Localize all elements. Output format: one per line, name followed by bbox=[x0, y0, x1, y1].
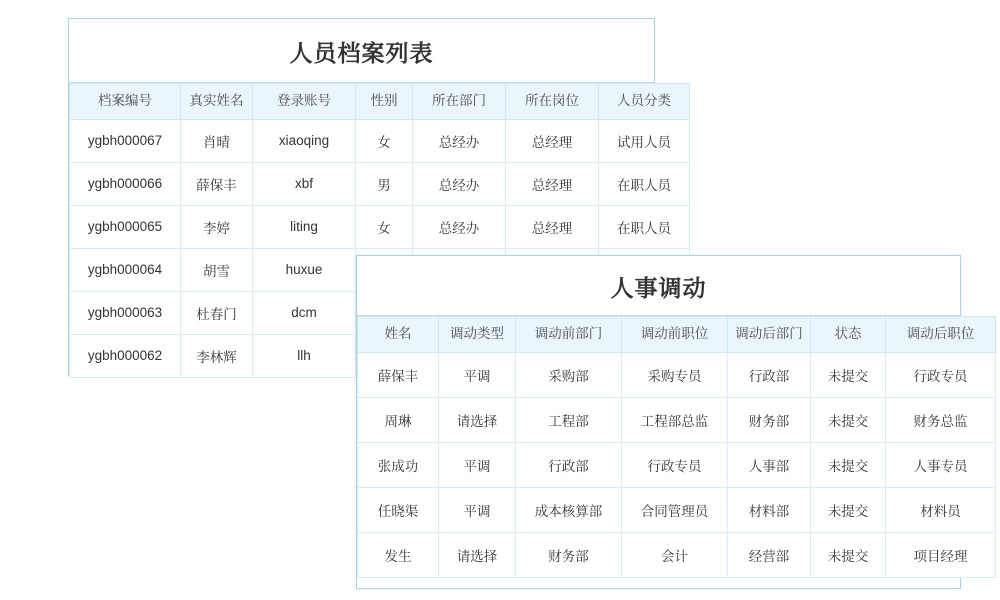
archive-cell-position: 总经理 bbox=[506, 205, 599, 248]
archive-cell-category: 在职人员 bbox=[599, 162, 690, 205]
transfer-cell-from-department: 采购部 bbox=[516, 352, 622, 397]
table-row[interactable] bbox=[70, 205, 690, 248]
transfer-cell-to-position: 行政专员 bbox=[886, 352, 996, 397]
archive-cell-code: ygbh000066 bbox=[70, 162, 181, 205]
transfer-table bbox=[357, 316, 996, 578]
table-row[interactable] bbox=[358, 442, 996, 487]
archive-cell-account: liting bbox=[253, 205, 356, 248]
transfer-cell-type: 请选择 bbox=[439, 397, 516, 442]
transfer-cell-to-position: 财务总监 bbox=[886, 397, 996, 442]
archive-cell-position: 总经理 bbox=[506, 162, 599, 205]
transfer-cell-from-department: 工程部 bbox=[516, 397, 622, 442]
table-row[interactable] bbox=[358, 397, 996, 442]
archive-cell-department: 总经办 bbox=[413, 119, 506, 162]
archive-cell-account: dcm bbox=[253, 291, 356, 334]
archive-cell-department: 总经办 bbox=[413, 162, 506, 205]
archive-col-category: 人员分类 bbox=[599, 84, 690, 120]
archive-cell-realname[interactable]: 李林辉 bbox=[181, 334, 253, 377]
personnel-transfer-panel bbox=[356, 255, 975, 589]
transfer-cell-from-position: 行政专员 bbox=[622, 442, 728, 487]
transfer-cell-status: 未提交 bbox=[811, 487, 886, 532]
table-row[interactable] bbox=[358, 352, 996, 397]
archive-cell-code: ygbh000065 bbox=[70, 205, 181, 248]
transfer-cell-name[interactable]: 发生 bbox=[358, 532, 439, 577]
transfer-cell-type: 平调 bbox=[439, 442, 516, 487]
transfer-cell-to-department: 材料部 bbox=[728, 487, 811, 532]
transfer-cell-name[interactable]: 张成功 bbox=[358, 442, 439, 487]
transfer-cell-status: 未提交 bbox=[811, 397, 886, 442]
archive-cell-department: 总经办 bbox=[413, 205, 506, 248]
archive-cell-code: ygbh000062 bbox=[70, 334, 181, 377]
transfer-cell-from-department: 财务部 bbox=[516, 532, 622, 577]
transfer-cell-name[interactable]: 任晓渠 bbox=[358, 487, 439, 532]
transfer-col-to-department: 调动后部门 bbox=[728, 317, 811, 353]
archive-cell-position: 总经理 bbox=[506, 119, 599, 162]
transfer-cell-from-position: 工程部总监 bbox=[622, 397, 728, 442]
archive-cell-code: ygbh000063 bbox=[70, 291, 181, 334]
transfer-table-header-row bbox=[358, 317, 996, 353]
archive-cell-code: ygbh000067 bbox=[70, 119, 181, 162]
transfer-cell-to-department: 财务部 bbox=[728, 397, 811, 442]
table-row[interactable] bbox=[358, 487, 996, 532]
transfer-cell-to-department: 人事部 bbox=[728, 442, 811, 487]
archive-cell-realname[interactable]: 薛保丰 bbox=[181, 162, 253, 205]
transfer-cell-to-department: 经营部 bbox=[728, 532, 811, 577]
transfer-cell-type: 请选择 bbox=[439, 532, 516, 577]
archive-col-position: 所在岗位 bbox=[506, 84, 599, 120]
transfer-cell-to-position: 人事专员 bbox=[886, 442, 996, 487]
transfer-col-from-department: 调动前部门 bbox=[516, 317, 622, 353]
transfer-cell-from-department: 成本核算部 bbox=[516, 487, 622, 532]
archive-cell-gender: 女 bbox=[356, 119, 413, 162]
table-row[interactable] bbox=[70, 119, 690, 162]
transfer-cell-to-department: 行政部 bbox=[728, 352, 811, 397]
archive-cell-gender: 女 bbox=[356, 205, 413, 248]
transfer-col-to-position: 调动后职位 bbox=[886, 317, 996, 353]
transfer-cell-status: 未提交 bbox=[811, 442, 886, 487]
archive-cell-realname[interactable]: 肖晴 bbox=[181, 119, 253, 162]
transfer-cell-to-position: 材料员 bbox=[886, 487, 996, 532]
transfer-col-type: 调动类型 bbox=[439, 317, 516, 353]
archive-panel-title: 人员档案列表 bbox=[69, 19, 654, 83]
transfer-cell-from-position: 采购专员 bbox=[622, 352, 728, 397]
transfer-cell-to-position: 项目经理 bbox=[886, 532, 996, 577]
transfer-panel-title: 人事调动 bbox=[357, 256, 960, 316]
transfer-cell-from-department: 行政部 bbox=[516, 442, 622, 487]
table-row[interactable] bbox=[358, 532, 996, 577]
transfer-cell-type: 平调 bbox=[439, 487, 516, 532]
archive-table-header-row bbox=[70, 84, 690, 120]
archive-cell-category: 在职人员 bbox=[599, 205, 690, 248]
archive-cell-category: 试用人员 bbox=[599, 119, 690, 162]
transfer-cell-name[interactable]: 薛保丰 bbox=[358, 352, 439, 397]
archive-cell-account: xiaoqing bbox=[253, 119, 356, 162]
transfer-cell-status: 未提交 bbox=[811, 532, 886, 577]
archive-cell-realname[interactable]: 李婷 bbox=[181, 205, 253, 248]
archive-cell-gender: 男 bbox=[356, 162, 413, 205]
transfer-cell-from-position: 会计 bbox=[622, 532, 728, 577]
archive-cell-account: huxue bbox=[253, 248, 356, 291]
archive-cell-realname[interactable]: 杜春门 bbox=[181, 291, 253, 334]
archive-cell-code: ygbh000064 bbox=[70, 248, 181, 291]
archive-cell-account: xbf bbox=[253, 162, 356, 205]
transfer-cell-status: 未提交 bbox=[811, 352, 886, 397]
transfer-col-from-position: 调动前职位 bbox=[622, 317, 728, 353]
table-row[interactable] bbox=[70, 162, 690, 205]
archive-col-department: 所在部门 bbox=[413, 84, 506, 120]
archive-cell-realname[interactable]: 胡雪 bbox=[181, 248, 253, 291]
archive-col-realname: 真实姓名 bbox=[181, 84, 253, 120]
transfer-col-status: 状态 bbox=[811, 317, 886, 353]
transfer-col-name: 姓名 bbox=[358, 317, 439, 353]
archive-col-code: 档案编号 bbox=[70, 84, 181, 120]
archive-col-gender: 性别 bbox=[356, 84, 413, 120]
archive-cell-account: llh bbox=[253, 334, 356, 377]
archive-col-account: 登录账号 bbox=[253, 84, 356, 120]
transfer-cell-type: 平调 bbox=[439, 352, 516, 397]
transfer-cell-from-position: 合同管理员 bbox=[622, 487, 728, 532]
transfer-cell-name[interactable]: 周琳 bbox=[358, 397, 439, 442]
